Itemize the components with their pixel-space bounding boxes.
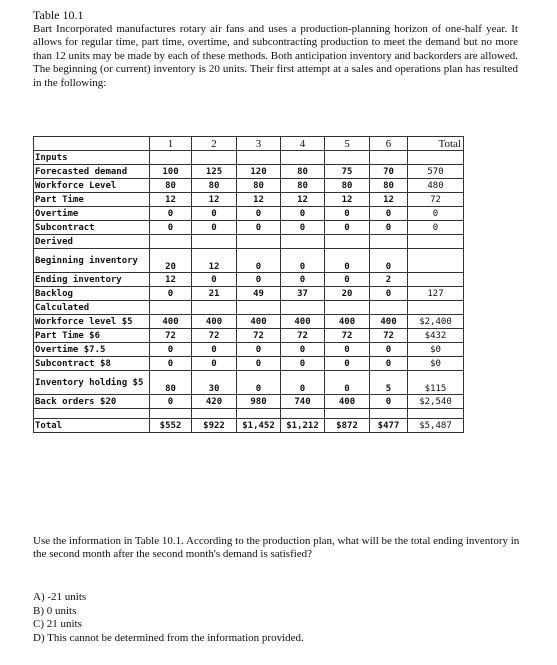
table-cell: 980 <box>237 395 281 409</box>
table-row <box>34 179 464 193</box>
table-cell <box>237 151 281 165</box>
table-cell <box>237 409 281 419</box>
table-cell: 0 <box>150 357 192 371</box>
table-cell <box>408 301 464 315</box>
table-row <box>34 329 464 343</box>
table-cell <box>150 409 192 419</box>
table-cell: 80 <box>192 179 237 193</box>
table-cell <box>408 151 464 165</box>
table-cell <box>370 235 408 249</box>
table-cell: 12 <box>281 193 325 207</box>
table-cell <box>192 235 237 249</box>
table-cell: 0 <box>192 273 237 287</box>
table-caption: Table 10.1 <box>33 8 84 22</box>
table-cell: 0 <box>325 221 370 235</box>
row-label: Overtime $7.5 <box>34 343 150 357</box>
problem-intro: Bart Incorporated manufactures rotary air fans and uses a production-planning horizon of one-half year. It allows for regular time, part time, overtime, and subcontracting production to meet the demand but no more than 12 units may be made by each of these methods. Both anticipation inventory and backorders are allowed. The beginning (or current) inventory is 20 units. Their first attempt at a sales and operations plan has resulted in the following: <box>33 23 518 89</box>
answer-choices <box>33 591 304 645</box>
table-cell: 400 <box>237 315 281 329</box>
row-label: Total <box>34 419 150 433</box>
table-row <box>34 151 464 165</box>
table-cell: 0 <box>370 357 408 371</box>
row-label: Ending inventory <box>34 273 150 287</box>
table-cell <box>281 409 325 419</box>
choice-c[interactable]: C) 21 units <box>33 618 82 630</box>
table-row <box>34 395 464 409</box>
table-row <box>34 409 464 419</box>
table-cell: $2,540 <box>408 395 464 409</box>
table-cell <box>370 151 408 165</box>
table-cell <box>325 301 370 315</box>
table-cell <box>192 151 237 165</box>
choice-d[interactable]: D) This cannot be determined from the information provided. <box>33 631 304 644</box>
table-cell <box>281 301 325 315</box>
table-cell: 0 <box>370 249 408 273</box>
table-cell <box>192 301 237 315</box>
table-cell: 0 <box>281 343 325 357</box>
table-cell: 127 <box>408 287 464 301</box>
table-row <box>34 221 464 235</box>
table-cell: 20 <box>150 249 192 273</box>
table-row <box>34 315 464 329</box>
table-cell: 0 <box>237 207 281 221</box>
table-cell: 400 <box>325 315 370 329</box>
table-cell <box>281 151 325 165</box>
column-header: 5 <box>325 137 370 151</box>
table-row <box>34 371 464 395</box>
row-label: Part Time <box>34 193 150 207</box>
table-header-row <box>34 137 464 151</box>
column-header: 4 <box>281 137 325 151</box>
table-cell: 0 <box>370 287 408 301</box>
table-cell: 12 <box>325 193 370 207</box>
table-cell: 12 <box>192 249 237 273</box>
table-cell: 0 <box>237 371 281 395</box>
table-cell: 570 <box>408 165 464 179</box>
table-cell: 400 <box>325 395 370 409</box>
table-cell: $5,487 <box>408 419 464 433</box>
table-row <box>34 273 464 287</box>
row-label <box>34 409 150 419</box>
table-cell: 0 <box>192 343 237 357</box>
table-cell: 0 <box>325 357 370 371</box>
table-row <box>34 235 464 249</box>
row-label: Workforce level $5 <box>34 315 150 329</box>
table-cell <box>281 235 325 249</box>
row-label: Calculated <box>34 301 150 315</box>
table-cell: 80 <box>281 179 325 193</box>
table-row <box>34 207 464 221</box>
table-cell: 80 <box>150 371 192 395</box>
row-label: Forecasted demand <box>34 165 150 179</box>
table-cell: $552 <box>150 419 192 433</box>
table-cell: 0 <box>150 221 192 235</box>
sales-operations-plan-table <box>33 136 464 433</box>
table-cell: 0 <box>192 207 237 221</box>
table-row <box>34 287 464 301</box>
table-cell <box>325 151 370 165</box>
table-cell: 72 <box>408 193 464 207</box>
table-cell: 0 <box>281 273 325 287</box>
table-cell: 72 <box>281 329 325 343</box>
table-row <box>34 249 464 273</box>
table-cell: 0 <box>281 221 325 235</box>
table-cell: 420 <box>192 395 237 409</box>
table-cell <box>150 301 192 315</box>
choice-b[interactable]: B) 0 units <box>33 604 77 617</box>
table-cell: 0 <box>281 249 325 273</box>
table-cell: 0 <box>237 249 281 273</box>
table-cell: 400 <box>370 315 408 329</box>
table-cell: 0 <box>237 273 281 287</box>
table-cell: $432 <box>408 329 464 343</box>
table-cell: 0 <box>370 343 408 357</box>
table-cell: 0 <box>325 207 370 221</box>
table-cell: 12 <box>192 193 237 207</box>
table-cell: 80 <box>237 179 281 193</box>
row-label: Inventory holding $5 <box>34 371 150 395</box>
table-cell: 70 <box>370 165 408 179</box>
table-cell: 72 <box>325 329 370 343</box>
table-cell: 0 <box>237 357 281 371</box>
table-cell <box>408 273 464 287</box>
row-label: Subcontract $8 <box>34 357 150 371</box>
table-cell: 72 <box>237 329 281 343</box>
table-cell: 2 <box>370 273 408 287</box>
table-cell <box>325 235 370 249</box>
table-cell: $0 <box>408 343 464 357</box>
table-cell: 0 <box>237 343 281 357</box>
table-cell <box>370 301 408 315</box>
table-cell: 0 <box>281 357 325 371</box>
table-cell <box>192 409 237 419</box>
table-cell: 80 <box>325 179 370 193</box>
table-cell: 12 <box>237 193 281 207</box>
table-cell: 12 <box>150 273 192 287</box>
table-cell: 0 <box>281 371 325 395</box>
table-row <box>34 301 464 315</box>
table-cell: 5 <box>370 371 408 395</box>
table-cell: 72 <box>150 329 192 343</box>
table-cell: 0 <box>150 207 192 221</box>
table-cell: 0 <box>408 221 464 235</box>
table-cell: 72 <box>370 329 408 343</box>
row-label: Back orders $20 <box>34 395 150 409</box>
table-cell: 100 <box>150 165 192 179</box>
table-cell: 49 <box>237 287 281 301</box>
table-cell: 400 <box>192 315 237 329</box>
table-cell: $2,400 <box>408 315 464 329</box>
row-label: Inputs <box>34 151 150 165</box>
table-cell: $1,212 <box>281 419 325 433</box>
table-cell: 0 <box>192 357 237 371</box>
table-cell: $922 <box>192 419 237 433</box>
table-row <box>34 193 464 207</box>
table-cell <box>237 301 281 315</box>
table-cell: 12 <box>370 193 408 207</box>
table-cell: 80 <box>370 179 408 193</box>
table-cell: 20 <box>325 287 370 301</box>
row-label: Overtime <box>34 207 150 221</box>
table-cell <box>150 235 192 249</box>
column-header: Total <box>408 137 464 151</box>
table-cell <box>408 235 464 249</box>
table-cell: 0 <box>370 221 408 235</box>
table-row <box>34 419 464 433</box>
row-label: Part Time $6 <box>34 329 150 343</box>
column-header: 3 <box>237 137 281 151</box>
table-cell: 21 <box>192 287 237 301</box>
table-cell <box>408 409 464 419</box>
column-header: 2 <box>192 137 237 151</box>
table-cell: 400 <box>281 315 325 329</box>
table-cell: 740 <box>281 395 325 409</box>
table-cell: 0 <box>325 343 370 357</box>
table-cell: 75 <box>325 165 370 179</box>
table-cell: 0 <box>370 395 408 409</box>
table-cell: $1,452 <box>237 419 281 433</box>
table-row <box>34 357 464 371</box>
table-cell: 0 <box>150 287 192 301</box>
table-cell: 37 <box>281 287 325 301</box>
table-cell: 0 <box>408 207 464 221</box>
table-cell: $0 <box>408 357 464 371</box>
table-cell: 0 <box>192 221 237 235</box>
table-cell: 80 <box>281 165 325 179</box>
table-cell: 400 <box>150 315 192 329</box>
table-cell: $872 <box>325 419 370 433</box>
table-cell: 480 <box>408 179 464 193</box>
table-cell: 0 <box>325 273 370 287</box>
table-cell: 0 <box>325 249 370 273</box>
table-cell: $115 <box>408 371 464 395</box>
choice-a[interactable]: A) -21 units <box>33 591 87 603</box>
table-cell <box>150 151 192 165</box>
table-cell: 80 <box>150 179 192 193</box>
row-label: Subcontract <box>34 221 150 235</box>
table-cell: 12 <box>150 193 192 207</box>
table-cell: 0 <box>150 343 192 357</box>
row-label: Beginning inventory <box>34 249 150 273</box>
table-cell: 0 <box>370 207 408 221</box>
table-cell: 120 <box>237 165 281 179</box>
table-cell: 0 <box>150 395 192 409</box>
question-text: Use the information in Table 10.1. According to the production plan, what will be the total ending inventory in the second month after the second month's demand is satisfied? <box>33 535 520 561</box>
table-cell: 0 <box>325 371 370 395</box>
table-cell <box>408 249 464 273</box>
table-row <box>34 343 464 357</box>
table-cell <box>325 409 370 419</box>
column-header <box>34 137 150 151</box>
table-cell: 125 <box>192 165 237 179</box>
column-header: 1 <box>150 137 192 151</box>
row-label: Derived <box>34 235 150 249</box>
column-header: 6 <box>370 137 408 151</box>
table-cell: 30 <box>192 371 237 395</box>
row-label: Workforce Level <box>34 179 150 193</box>
table-cell: 0 <box>237 221 281 235</box>
table-cell: $477 <box>370 419 408 433</box>
row-label: Backlog <box>34 287 150 301</box>
table-cell <box>237 235 281 249</box>
table-cell <box>370 409 408 419</box>
table-cell: 72 <box>192 329 237 343</box>
table-row <box>34 165 464 179</box>
table-cell: 0 <box>281 207 325 221</box>
